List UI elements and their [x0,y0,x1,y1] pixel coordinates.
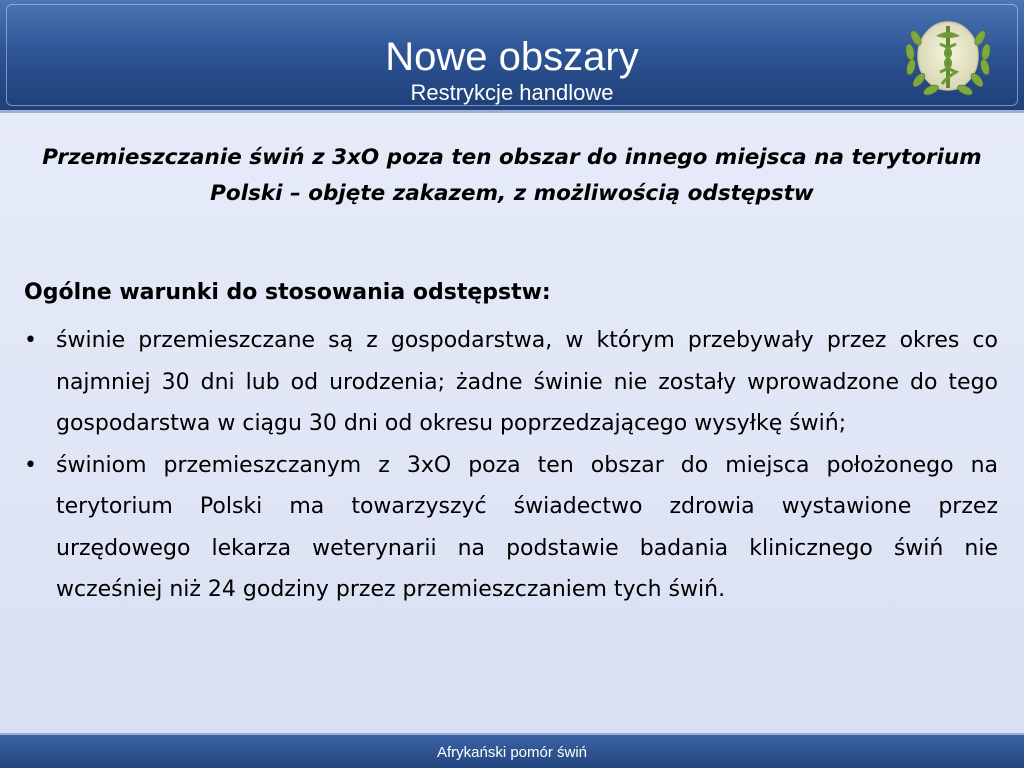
list-item-text: świnie przemieszczane są z gospodarstwa, w którym przebywały przez okres co najmniej 30 dni lub od urodzenia; żadne świnie nie zostały wprowadzone do tego gospodarstwa w ciągu 30 dni od okresu poprzedzającego wysyłkę świń; [56,328,998,436]
conditions-list [24,320,998,611]
slide-title: Nowe obszary [385,35,639,79]
slide-subtitle: Restrykcje handlowe [410,80,614,105]
footer-text: Afrykański pomór świń [436,744,588,761]
conditions-heading: Ogólne warunki do stosowania odstępstw: [24,280,551,305]
slide-footer [0,733,1024,768]
veterinary-inspection-emblem-icon [896,8,1000,104]
slide-header [0,0,1024,113]
list-item-text: świniom przemieszczanym z 3xO poza ten obszar do miejsca położonego na terytorium Polski ma towarzyszyć świadectwo zdrowia wystawione przez urzędowego lekarza weterynarii na podstawie badania klinicznego świń nie wcześniej niż 24 godziny przez przemieszczaniem tych świń. [56,452,998,602]
lead-statement: Przemieszczanie świń z 3xO poza ten obszar do innego miejsca na terytorium Polski – objęte zakazem, z możliwością odstępstw [42,145,982,206]
bullet-icon: • [24,452,37,478]
list-item [24,320,998,445]
list-item [24,445,998,611]
bullet-icon: • [24,328,37,353]
